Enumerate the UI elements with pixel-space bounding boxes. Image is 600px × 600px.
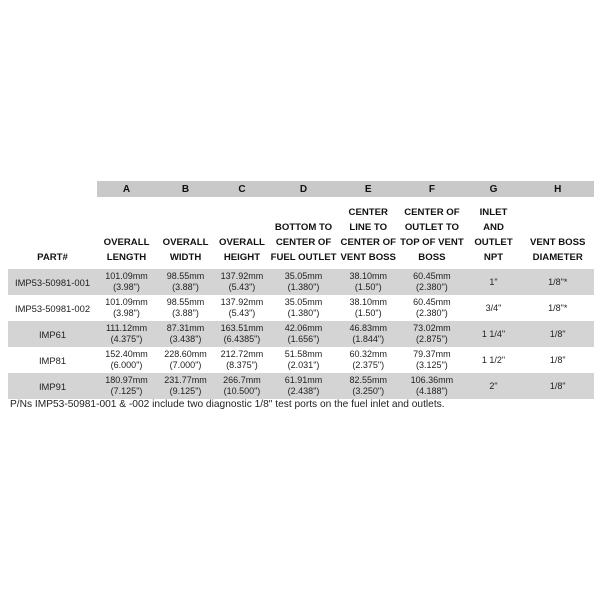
column-letter: B bbox=[156, 181, 215, 197]
header-line: AND bbox=[483, 222, 504, 233]
bottom-to-outlet-cell bbox=[269, 373, 338, 399]
outlet-to-top-cell bbox=[398, 373, 465, 399]
npt-cell: 1 1/4" bbox=[466, 321, 522, 347]
inch-value: (6.000") bbox=[110, 360, 143, 370]
inch-value: (2.380") bbox=[416, 308, 448, 318]
metric-value: 51.58mm bbox=[284, 349, 323, 359]
header-line: BOSS bbox=[418, 252, 446, 263]
header-line: INLET bbox=[479, 207, 508, 218]
metric-value: 82.55mm bbox=[349, 375, 387, 385]
column-header-row bbox=[8, 197, 594, 268]
metric-value: 137.92mm bbox=[220, 271, 264, 281]
outlet-to-top-cell bbox=[398, 268, 465, 295]
column-header-bottom-to-fuel-outlet bbox=[269, 197, 338, 268]
inch-value: (3.98") bbox=[113, 308, 140, 318]
header-line: FUEL OUTLET bbox=[270, 252, 337, 263]
column-header-center-to-vent-boss bbox=[338, 197, 398, 268]
column-letter: C bbox=[215, 181, 269, 197]
inch-value: (2.031") bbox=[287, 360, 320, 370]
bottom-to-outlet-cell bbox=[269, 295, 338, 321]
outlet-to-top-cell bbox=[398, 347, 465, 373]
column-letter: A bbox=[97, 181, 156, 197]
inch-value: (7.125") bbox=[110, 386, 143, 396]
column-header-outlet-to-top-vent-boss bbox=[398, 197, 465, 268]
header-line: HEIGHT bbox=[223, 252, 261, 263]
metric-value: 212.72mm bbox=[220, 349, 264, 359]
overall-length-cell bbox=[97, 321, 156, 347]
header-line: NPT bbox=[483, 252, 504, 263]
header-line: TOP OF VENT bbox=[400, 237, 464, 248]
inch-value: (10.500") bbox=[223, 386, 261, 396]
npt-cell: 1 1/2" bbox=[481, 354, 506, 365]
npt-cell: 1" bbox=[466, 268, 522, 295]
center-to-vent-cell bbox=[338, 295, 398, 321]
vent-diameter-cell: 1/8" bbox=[549, 354, 566, 365]
inch-value: (6.4385") bbox=[223, 334, 261, 344]
column-letter-blank bbox=[8, 181, 97, 197]
metric-value: 152.40mm bbox=[105, 349, 148, 359]
metric-value: 60.45mm bbox=[413, 271, 451, 281]
metric-value: 98.55mm bbox=[166, 271, 205, 281]
inch-value: (2.375") bbox=[352, 360, 385, 370]
inch-value: (2.380") bbox=[416, 282, 448, 292]
overall-width-cell bbox=[156, 347, 215, 373]
metric-value: 137.92mm bbox=[220, 297, 264, 307]
header-line: CENTER bbox=[348, 207, 388, 218]
metric-value: 35.05mm bbox=[284, 297, 323, 307]
metric-value: 98.55mm bbox=[166, 297, 205, 307]
column-letter: E bbox=[338, 181, 398, 197]
inch-value: (3.125") bbox=[416, 360, 448, 370]
bottom-to-outlet-cell bbox=[269, 347, 338, 373]
header-line: OVERALL bbox=[219, 237, 265, 248]
inch-value: (3.88") bbox=[172, 282, 199, 292]
inch-value: (1.50") bbox=[354, 282, 382, 292]
metric-value: 79.37mm bbox=[413, 349, 451, 359]
column-header-vent-boss-diameter bbox=[521, 197, 594, 268]
inch-value: (3.88") bbox=[172, 308, 199, 318]
metric-value: 101.09mm bbox=[105, 297, 148, 307]
overall-height-cell bbox=[215, 268, 269, 295]
metric-value: 180.97mm bbox=[105, 375, 148, 385]
part-number-cell: IMP53-50981-001 bbox=[8, 268, 97, 295]
vent-diameter-cell: 1/8"* bbox=[521, 268, 594, 295]
overall-width-cell bbox=[156, 373, 215, 399]
header-line: OUTLET bbox=[474, 237, 513, 248]
overall-length-cell bbox=[97, 373, 156, 399]
column-header-part bbox=[8, 197, 97, 268]
metric-value: 111.12mm bbox=[105, 323, 148, 333]
header-line: CENTER OF bbox=[340, 237, 396, 248]
metric-value: 60.45mm bbox=[413, 297, 451, 307]
column-header-overall-length bbox=[97, 197, 156, 268]
inch-value: (1.844") bbox=[352, 334, 385, 344]
overall-length-cell bbox=[97, 295, 156, 321]
overall-width-cell bbox=[156, 295, 215, 321]
center-to-vent-cell bbox=[338, 321, 398, 347]
inch-value: (2.438") bbox=[287, 386, 320, 396]
column-header-overall-height bbox=[215, 197, 269, 268]
column-header-overall-width bbox=[156, 197, 215, 268]
part-number-cell: IMP61 bbox=[8, 321, 97, 347]
header-line: LENGTH bbox=[106, 252, 147, 263]
inch-value: (3.98") bbox=[113, 282, 140, 292]
inch-value: (4.188") bbox=[416, 386, 448, 396]
overall-width-cell bbox=[156, 321, 215, 347]
header-line: BOTTOM TO bbox=[274, 222, 333, 233]
metric-value: 35.05mm bbox=[284, 271, 323, 281]
center-to-vent-cell bbox=[338, 373, 398, 399]
inch-value: (1.656") bbox=[287, 334, 320, 344]
metric-value: 101.09mm bbox=[105, 271, 148, 281]
header-line: WIDTH bbox=[169, 252, 202, 263]
part-number-cell: IMP91 bbox=[8, 373, 97, 399]
column-letter: H bbox=[521, 181, 594, 197]
metric-value: 228.60mm bbox=[164, 349, 207, 359]
metric-value: 38.10mm bbox=[349, 271, 387, 281]
table-row bbox=[8, 347, 594, 373]
inch-value: (4.375") bbox=[110, 334, 143, 344]
metric-value: 38.10mm bbox=[349, 297, 387, 307]
metric-value: 42.06mm bbox=[284, 323, 323, 333]
overall-length-cell bbox=[97, 347, 156, 373]
column-header-inlet-outlet-npt bbox=[466, 197, 522, 268]
vent-diameter-cell: 1/8"* bbox=[548, 302, 568, 313]
npt-cell: 2" bbox=[466, 373, 522, 399]
table-row bbox=[8, 321, 594, 347]
specifications-sheet bbox=[8, 181, 594, 399]
metric-value: 61.91mm bbox=[284, 375, 323, 385]
column-letter: D bbox=[269, 181, 338, 197]
header-line: OVERALL bbox=[162, 237, 209, 248]
column-letter-row bbox=[8, 181, 594, 197]
header-line: VENT BOSS bbox=[340, 252, 396, 263]
inch-value: (3.250") bbox=[352, 386, 385, 396]
inch-value: (2.875") bbox=[416, 334, 448, 344]
metric-value: 106.36mm bbox=[410, 375, 454, 385]
metric-value: 60.32mm bbox=[349, 349, 387, 359]
vent-diameter-cell: 1/8" bbox=[521, 373, 594, 399]
inch-value: (5.43") bbox=[228, 308, 256, 318]
header-line: OUTLET TO bbox=[404, 222, 459, 233]
dimensions-table bbox=[8, 181, 594, 399]
overall-height-cell bbox=[215, 373, 269, 399]
bottom-to-outlet-cell bbox=[269, 321, 338, 347]
inch-value: (8.375") bbox=[226, 360, 258, 370]
part-number-cell: IMP53-50981-002 bbox=[14, 302, 91, 314]
center-to-vent-cell bbox=[338, 268, 398, 295]
inch-value: (9.125") bbox=[169, 386, 202, 396]
header-line: DIAMETER bbox=[532, 252, 583, 263]
overall-width-cell bbox=[156, 268, 215, 295]
vent-diameter-cell: 1/8" bbox=[521, 321, 594, 347]
inch-value: (7.000") bbox=[169, 360, 202, 370]
metric-value: 87.31mm bbox=[166, 323, 205, 333]
header-line: OVERALL bbox=[103, 237, 150, 248]
footnote: P/Ns IMP53-50981-001 & -002 include two diagnostic 1/8" test ports on the fuel inlet and outlets. bbox=[10, 399, 445, 410]
metric-value: 266.7mm bbox=[223, 375, 261, 385]
overall-height-cell bbox=[215, 347, 269, 373]
header-line: VENT BOSS bbox=[530, 237, 586, 248]
metric-value: 163.51mm bbox=[220, 323, 264, 333]
part-number-cell: IMP81 bbox=[38, 354, 67, 366]
column-letter: G bbox=[466, 181, 522, 197]
bottom-to-outlet-cell bbox=[269, 268, 338, 295]
header-line: CENTER OF bbox=[404, 207, 460, 218]
table-row bbox=[8, 268, 594, 295]
inch-value: (3.438") bbox=[169, 334, 202, 344]
inch-value: (1.380") bbox=[287, 308, 320, 318]
center-to-vent-cell bbox=[338, 347, 398, 373]
header-line: LINE TO bbox=[349, 222, 388, 233]
outlet-to-top-cell bbox=[398, 321, 465, 347]
npt-cell: 3/4" bbox=[485, 302, 502, 313]
overall-height-cell bbox=[215, 295, 269, 321]
outlet-to-top-cell bbox=[398, 295, 465, 321]
table-row bbox=[8, 373, 594, 399]
column-letter: F bbox=[398, 181, 465, 197]
header-line: PART# bbox=[37, 252, 68, 263]
inch-value: (1.50") bbox=[354, 308, 382, 318]
metric-value: 46.83mm bbox=[349, 323, 387, 333]
table-row bbox=[8, 295, 594, 321]
inch-value: (5.43") bbox=[228, 282, 256, 292]
header-line: CENTER OF bbox=[275, 237, 332, 248]
overall-length-cell bbox=[97, 268, 156, 295]
metric-value: 73.02mm bbox=[413, 323, 451, 333]
inch-value: (1.380") bbox=[287, 282, 320, 292]
overall-height-cell bbox=[215, 321, 269, 347]
metric-value: 231.77mm bbox=[164, 375, 207, 385]
